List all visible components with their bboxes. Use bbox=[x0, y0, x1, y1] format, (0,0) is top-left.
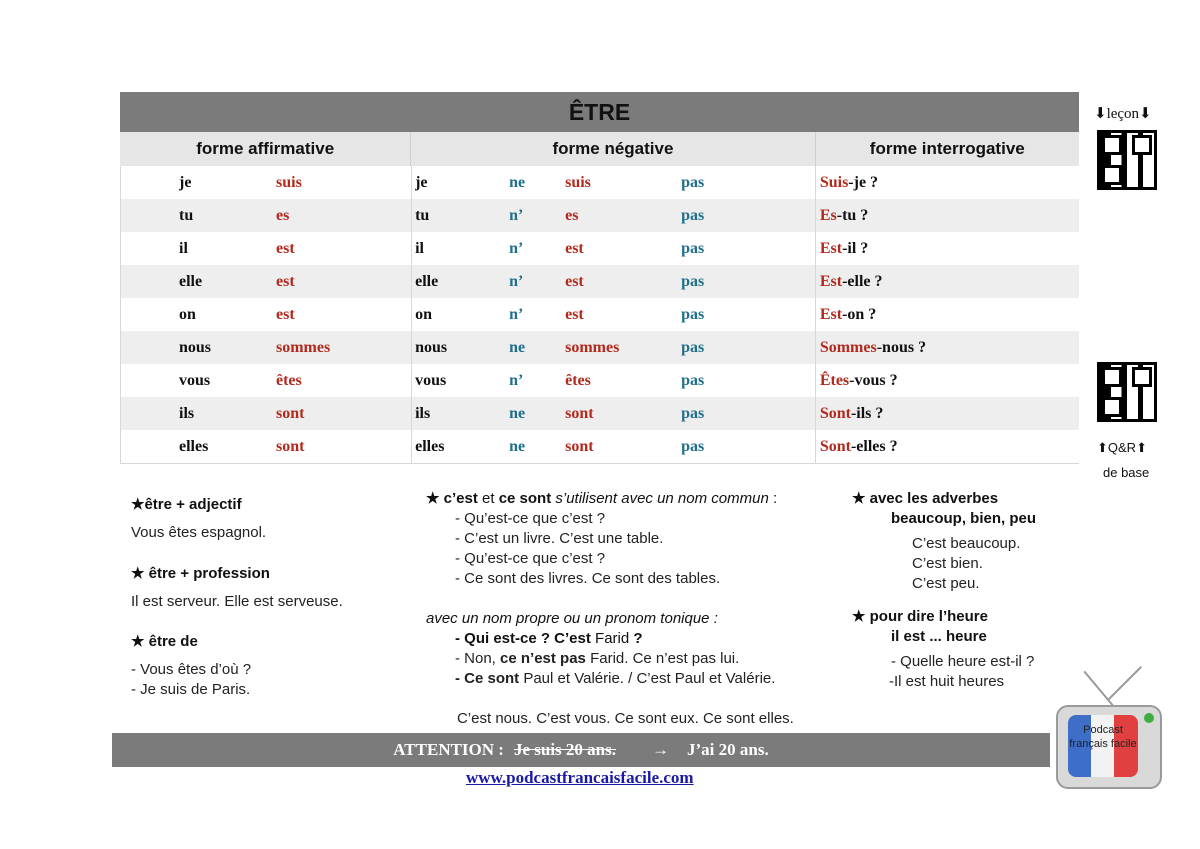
note-profession-example: Il est serveur. Elle est serveuse. bbox=[131, 593, 343, 610]
table-body bbox=[120, 166, 1079, 464]
note-proper-noun-heading: avec un nom propre ou un pronom tonique : bbox=[426, 610, 718, 627]
interrogative-form: Êtes-vous ? bbox=[819, 372, 898, 389]
podcast-logo bbox=[1056, 705, 1162, 789]
negative-particle-ne: ne bbox=[509, 174, 526, 191]
cell-negative bbox=[412, 166, 816, 199]
cell-affirmative bbox=[121, 232, 412, 265]
cell-interrogative bbox=[816, 166, 1079, 199]
negative-particle-pas: pas bbox=[681, 405, 705, 422]
arrow-icon: → bbox=[652, 740, 669, 759]
affirmative-verb: es bbox=[276, 207, 290, 224]
qa-label: ⬆Q&R⬆ bbox=[1097, 440, 1147, 455]
interrogative-form: Sont-ils ? bbox=[819, 405, 884, 422]
attention-wrong-example: Je suis 20 ans. bbox=[513, 740, 616, 759]
negative-particle-pas: pas bbox=[681, 306, 705, 323]
affirmative-pronoun: elles bbox=[179, 438, 209, 455]
cell-affirmative bbox=[121, 199, 412, 232]
table-row bbox=[121, 364, 1079, 397]
negative-verb: sommes bbox=[565, 339, 620, 356]
note-etre-de-heading: ★ être de bbox=[131, 633, 198, 650]
negative-verb: es bbox=[565, 207, 579, 224]
affirmative-pronoun: elle bbox=[179, 273, 203, 290]
note-proper-line3: - Ce sont Paul et Valérie. / C’est Paul et Valérie. bbox=[455, 670, 776, 687]
negative-pronoun: je bbox=[415, 174, 428, 191]
lesson-qr-code[interactable] bbox=[1097, 130, 1157, 190]
note-etre-de-line1: - Vous êtes d’où ? bbox=[131, 661, 252, 678]
attention-label: ATTENTION : bbox=[393, 740, 504, 759]
negative-particle-ne: ne bbox=[509, 438, 526, 455]
negative-verb: est bbox=[565, 240, 584, 257]
table-row bbox=[121, 397, 1079, 430]
negative-pronoun: vous bbox=[415, 372, 447, 389]
interrogative-form: Suis-je ? bbox=[819, 174, 879, 191]
conjugation-table bbox=[120, 92, 1079, 464]
interrogative-form: Sommes-nous ? bbox=[819, 339, 927, 356]
negative-pronoun: elles bbox=[415, 438, 445, 455]
cell-negative bbox=[412, 430, 816, 463]
affirmative-pronoun: il bbox=[179, 240, 188, 257]
note-time-line1: - Quelle heure est-il ? bbox=[891, 653, 1035, 670]
negative-particle-pas: pas bbox=[681, 339, 705, 356]
negative-particle-pas: pas bbox=[681, 438, 705, 455]
affirmative-verb: sommes bbox=[276, 339, 331, 356]
cell-interrogative bbox=[816, 397, 1079, 430]
qa-sublabel: de base bbox=[1103, 465, 1150, 480]
note-profession-heading: ★ être + profession bbox=[131, 565, 270, 582]
negative-particle-ne: n’ bbox=[509, 240, 524, 257]
interrogative-form: Est-il ? bbox=[819, 240, 869, 257]
header-interrogative: forme interrogative bbox=[869, 139, 1025, 158]
note-etre-de-line2: - Je suis de Paris. bbox=[131, 681, 251, 698]
note-adjective-example: Vous êtes espagnol. bbox=[131, 524, 267, 541]
attention-bar bbox=[112, 733, 1050, 767]
affirmative-verb: suis bbox=[276, 174, 302, 191]
table-header-row bbox=[120, 132, 1079, 166]
cell-affirmative bbox=[121, 166, 412, 199]
note-adverbs-list: beaucoup, bien, peu bbox=[891, 510, 1037, 527]
negative-particle-ne: n’ bbox=[509, 306, 524, 323]
negative-pronoun: ils bbox=[415, 405, 431, 422]
interrogative-form: Es-tu ? bbox=[819, 207, 869, 224]
logo-screen: Podcast français facile bbox=[1068, 715, 1138, 777]
tv-antenna-right bbox=[1108, 666, 1142, 700]
note-adverbs-line2: C’est bien. bbox=[912, 555, 983, 572]
cell-affirmative bbox=[121, 364, 412, 397]
note-cest-line3: - Qu’est-ce que c’est ? bbox=[455, 550, 606, 567]
cell-negative bbox=[412, 397, 816, 430]
negative-particle-pas: pas bbox=[681, 240, 705, 257]
note-adverbs-line3: C’est peu. bbox=[912, 575, 980, 592]
negative-particle-pas: pas bbox=[681, 273, 705, 290]
lesson-label: ⬇leçon⬇ bbox=[1094, 106, 1152, 122]
note-time-subheading: il est ... heure bbox=[891, 628, 987, 645]
note-tonic-pronouns: C’est nous. C’est vous. Ce sont eux. Ce sont elles. bbox=[457, 710, 794, 727]
affirmative-verb: sont bbox=[276, 438, 305, 455]
cell-interrogative bbox=[816, 364, 1079, 397]
note-cest-heading: ★ c’est et ce sont s’utilisent avec un nom commun : bbox=[426, 490, 778, 507]
cell-affirmative bbox=[121, 265, 412, 298]
cell-negative bbox=[412, 364, 816, 397]
cell-negative bbox=[412, 265, 816, 298]
negative-verb: êtes bbox=[565, 372, 591, 389]
negative-verb: est bbox=[565, 306, 584, 323]
affirmative-pronoun: on bbox=[179, 306, 196, 323]
cell-interrogative bbox=[816, 232, 1079, 265]
cell-affirmative bbox=[121, 397, 412, 430]
cell-interrogative bbox=[816, 199, 1079, 232]
affirmative-verb: est bbox=[276, 273, 295, 290]
cell-affirmative bbox=[121, 331, 412, 364]
negative-particle-pas: pas bbox=[681, 372, 705, 389]
affirmative-verb: êtes bbox=[276, 372, 302, 389]
note-proper-line2: - Non, ce n’est pas Farid. Ce n’est pas lui. bbox=[455, 650, 740, 667]
negative-particle-ne: n’ bbox=[509, 207, 524, 224]
cell-negative bbox=[412, 199, 816, 232]
negative-particle-ne: ne bbox=[509, 405, 526, 422]
note-cest-line2: - C’est un livre. C’est une table. bbox=[455, 530, 664, 547]
qa-qr-code[interactable] bbox=[1097, 362, 1157, 422]
negative-pronoun: il bbox=[415, 240, 424, 257]
cell-negative bbox=[412, 232, 816, 265]
note-adjective-heading: ★être + adjectif bbox=[131, 496, 242, 513]
negative-pronoun: elle bbox=[415, 273, 439, 290]
cell-interrogative bbox=[816, 331, 1079, 364]
negative-verb: sont bbox=[565, 438, 594, 455]
table-row bbox=[121, 331, 1079, 364]
negative-verb: sont bbox=[565, 405, 594, 422]
negative-verb: suis bbox=[565, 174, 591, 191]
note-adverbs-line1: C’est beaucoup. bbox=[912, 535, 1021, 552]
cell-negative bbox=[412, 331, 816, 364]
interrogative-form: Sont-elles ? bbox=[819, 438, 898, 455]
cell-interrogative bbox=[816, 430, 1079, 463]
note-cest-line1: - Qu’est-ce que c’est ? bbox=[455, 510, 606, 527]
header-affirmative: forme affirmative bbox=[120, 132, 411, 166]
note-time-heading: ★ pour dire l’heure bbox=[852, 608, 988, 625]
note-cest-line4: - Ce sont des livres. Ce sont des tables. bbox=[455, 570, 721, 587]
affirmative-verb: sont bbox=[276, 405, 305, 422]
affirmative-verb: est bbox=[276, 240, 295, 257]
negative-particle-ne: n’ bbox=[509, 273, 524, 290]
table-row bbox=[121, 166, 1079, 199]
cell-affirmative bbox=[121, 298, 412, 331]
negative-pronoun: tu bbox=[415, 207, 430, 224]
tv-knob-icon bbox=[1144, 713, 1154, 723]
negative-particle-ne: ne bbox=[509, 339, 526, 356]
affirmative-pronoun: je bbox=[179, 174, 192, 191]
cell-interrogative bbox=[816, 298, 1079, 331]
affirmative-pronoun: ils bbox=[179, 405, 195, 422]
table-row bbox=[121, 430, 1079, 463]
note-time-line2: -Il est huit heures bbox=[889, 673, 1005, 690]
negative-pronoun: nous bbox=[415, 339, 448, 356]
negative-particle-pas: pas bbox=[681, 174, 705, 191]
cell-interrogative bbox=[816, 265, 1079, 298]
table-row bbox=[121, 199, 1079, 232]
cell-affirmative bbox=[121, 430, 412, 463]
negative-particle-ne: n’ bbox=[509, 372, 524, 389]
website-link[interactable]: www.podcastfrancaisfacile.com bbox=[466, 768, 694, 787]
table-title: ÊTRE bbox=[120, 92, 1079, 132]
affirmative-pronoun: vous bbox=[179, 372, 211, 389]
negative-verb: est bbox=[565, 273, 584, 290]
affirmative-verb: est bbox=[276, 306, 295, 323]
interrogative-form: Est-elle ? bbox=[819, 273, 883, 290]
negative-pronoun: on bbox=[415, 306, 432, 323]
table-row bbox=[121, 265, 1079, 298]
affirmative-pronoun: nous bbox=[179, 339, 212, 356]
negative-particle-pas: pas bbox=[681, 207, 705, 224]
header-negative: forme négative bbox=[411, 132, 815, 166]
affirmative-pronoun: tu bbox=[179, 207, 194, 224]
table-row bbox=[121, 298, 1079, 331]
table-row bbox=[121, 232, 1079, 265]
tv-antenna-left bbox=[1083, 671, 1114, 708]
attention-right-example: J’ai 20 ans. bbox=[687, 740, 769, 759]
interrogative-form: Est-on ? bbox=[819, 306, 877, 323]
cell-negative bbox=[412, 298, 816, 331]
note-proper-line1: - Qui est-ce ? C’est Farid ? bbox=[455, 630, 643, 647]
note-adverbs-heading: ★ avec les adverbes bbox=[852, 490, 999, 507]
